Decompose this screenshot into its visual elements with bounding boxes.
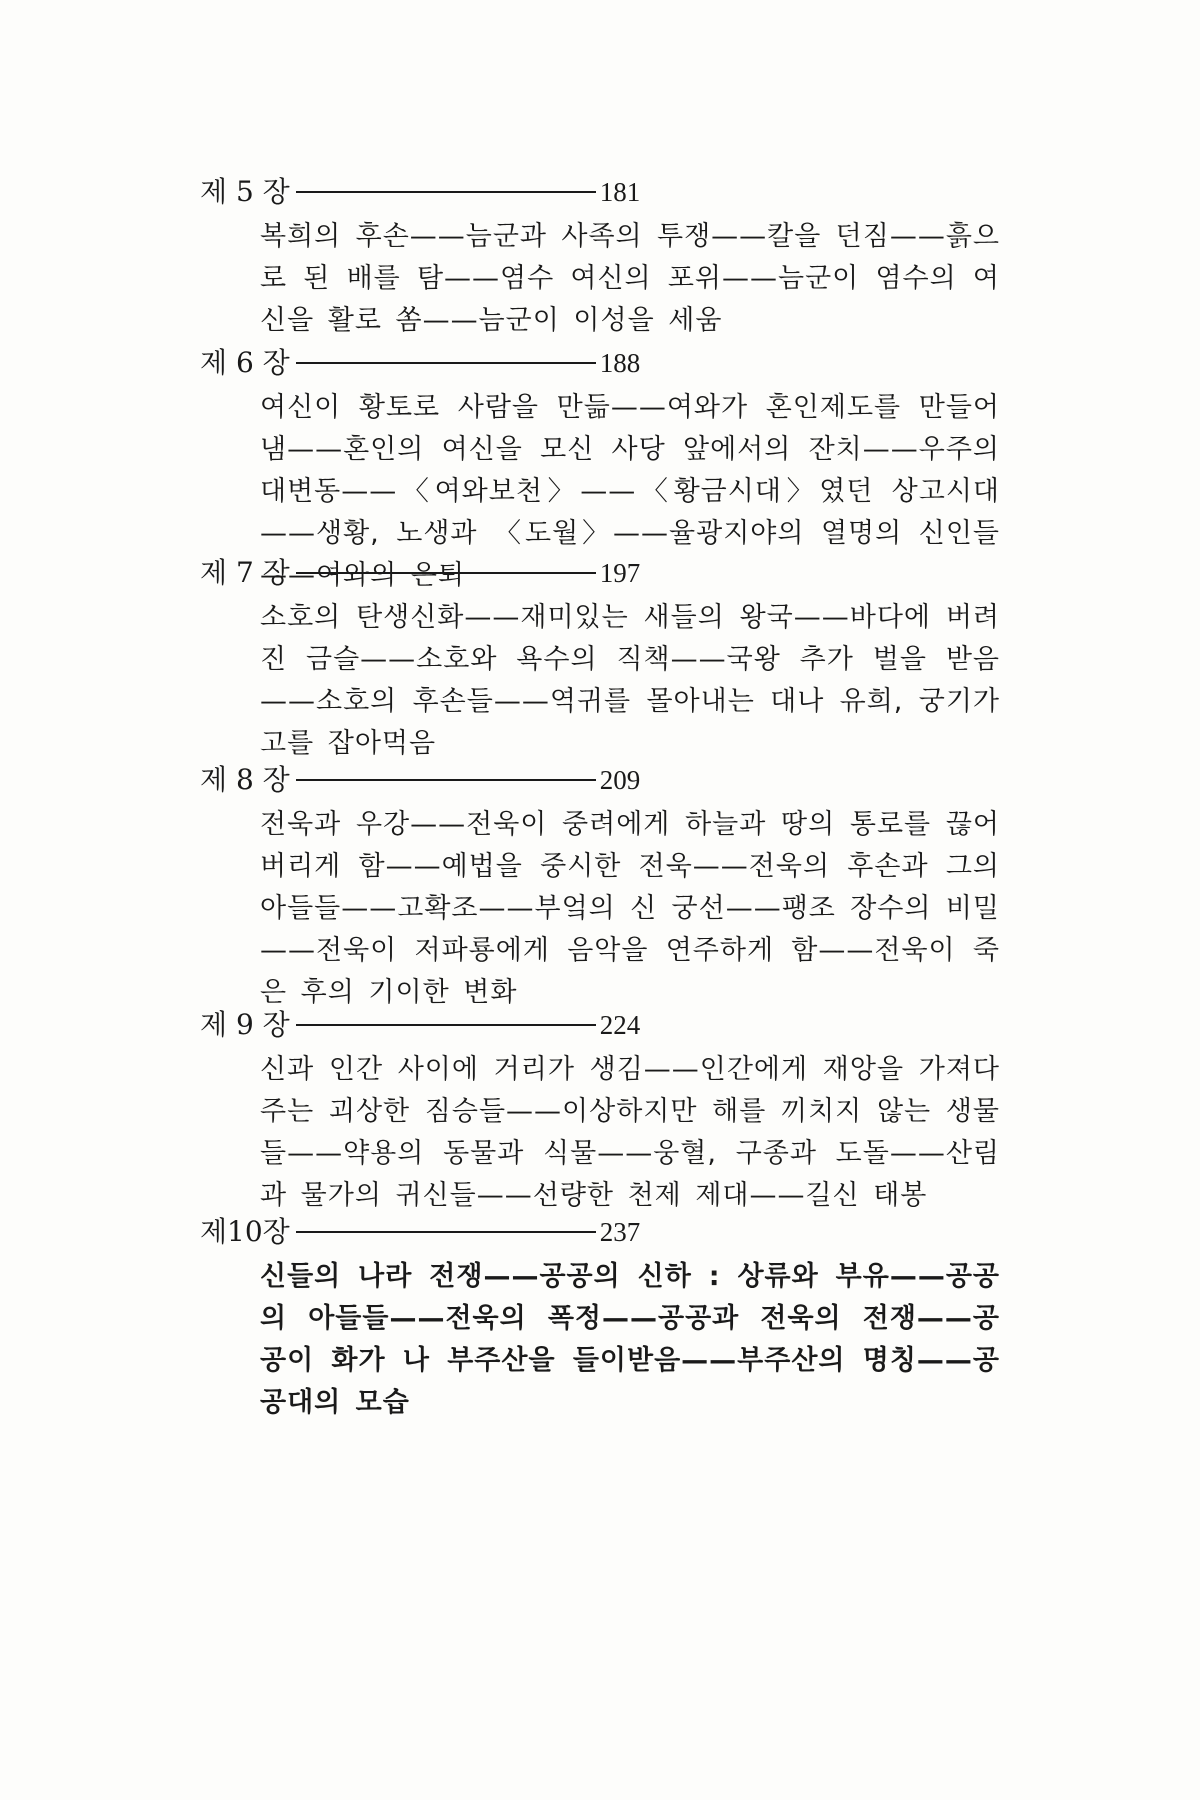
leader-rule — [296, 779, 596, 781]
chapter-heading — [200, 760, 1000, 800]
chapter-title: 제 9 장 — [200, 1008, 290, 1041]
chapter-heading — [200, 172, 1000, 212]
chapter-page-number: 237 — [599, 1217, 641, 1247]
chapter-title: 제 7 장 — [200, 556, 290, 589]
chapter-heading — [200, 343, 1000, 383]
chapter-summary: 신들의 나라 전쟁——공공의 신하 : 상류와 부유——공공의 아들들——전욱의 폭정——공공과 전욱의 전쟁——공공이 화가 나 부주산을 들이받음——부주산의 명칭——공공대의 모습 — [260, 1261, 1000, 1418]
chapter-summary: 여신이 황토로 사람을 만듦——여와가 혼인제도를 만들어냄——혼인의 여신을 모신 사당 앞에서의 잔치——우주의 대변동——〈여와보천〉——〈황금시대〉였던 상고시대——생황, 노생과 〈도월〉——율광지야의 열명의 신인들——여와의 은퇴 — [260, 392, 1000, 591]
chapter-title: 제 8 장 — [200, 763, 290, 796]
chapter-page-number: 224 — [599, 1010, 641, 1040]
chapter-heading — [200, 1005, 1000, 1045]
chapter-page-number: 181 — [599, 177, 641, 207]
chapter-title: 제 5 장 — [200, 175, 290, 208]
chapter-entry — [200, 760, 1000, 1014]
chapter-summary: 소호의 탄생신화——재미있는 새들의 왕국——바다에 버려진 금슬——소호와 욕수의 직책——국왕 추가 벌을 받음——소호의 후손들——역귀를 몰아내는 대나 유희, 궁기가 고를 잡아먹음 — [260, 602, 1000, 759]
chapter-summary: 전욱과 우강——전욱이 중려에게 하늘과 땅의 통로를 끊어버리게 함——예법을 중시한 전욱——전욱의 후손과 그의 아들들——고확조——부엌의 신 궁선——팽조 장수의 비밀——전욱이 저파룡에게 음악을 연주하게 함——전욱이 죽은 후의 기이한 변화 — [260, 809, 1000, 1008]
leader-rule — [296, 1231, 596, 1233]
leader-rule — [296, 572, 596, 574]
chapter-summary: 신과 인간 사이에 거리가 생김——인간에게 재앙을 가져다주는 괴상한 짐승들——이상하지만 해를 끼치지 않는 생물들——약용의 동물과 식물——웅혈, 구종과 도돌——산림과 물가의 귀신들——선량한 천제 제대——길신 태봉 — [260, 1054, 1000, 1211]
leader-rule — [296, 191, 596, 193]
chapter-entry — [200, 1212, 1000, 1424]
chapter-title: 제 6 장 — [200, 346, 290, 379]
chapter-entry — [200, 553, 1000, 765]
chapter-entry — [200, 172, 1000, 342]
chapter-summary: 복희의 후손——늠군과 사족의 투쟁——칼을 던짐——흙으로 된 배를 탐——염수 여신의 포위——늠군이 염수의 여신을 활로 쏨——늠군이 이성을 세움 — [260, 221, 1000, 336]
chapter-heading — [200, 553, 1000, 593]
chapter-page-number: 197 — [599, 558, 641, 588]
chapter-page-number: 209 — [599, 765, 641, 795]
leader-rule — [296, 362, 596, 364]
chapter-page-number: 188 — [599, 348, 641, 378]
chapter-title: 제10장 — [200, 1215, 290, 1248]
chapter-heading — [200, 1212, 1000, 1252]
leader-rule — [296, 1024, 596, 1026]
chapter-entry — [200, 1005, 1000, 1217]
